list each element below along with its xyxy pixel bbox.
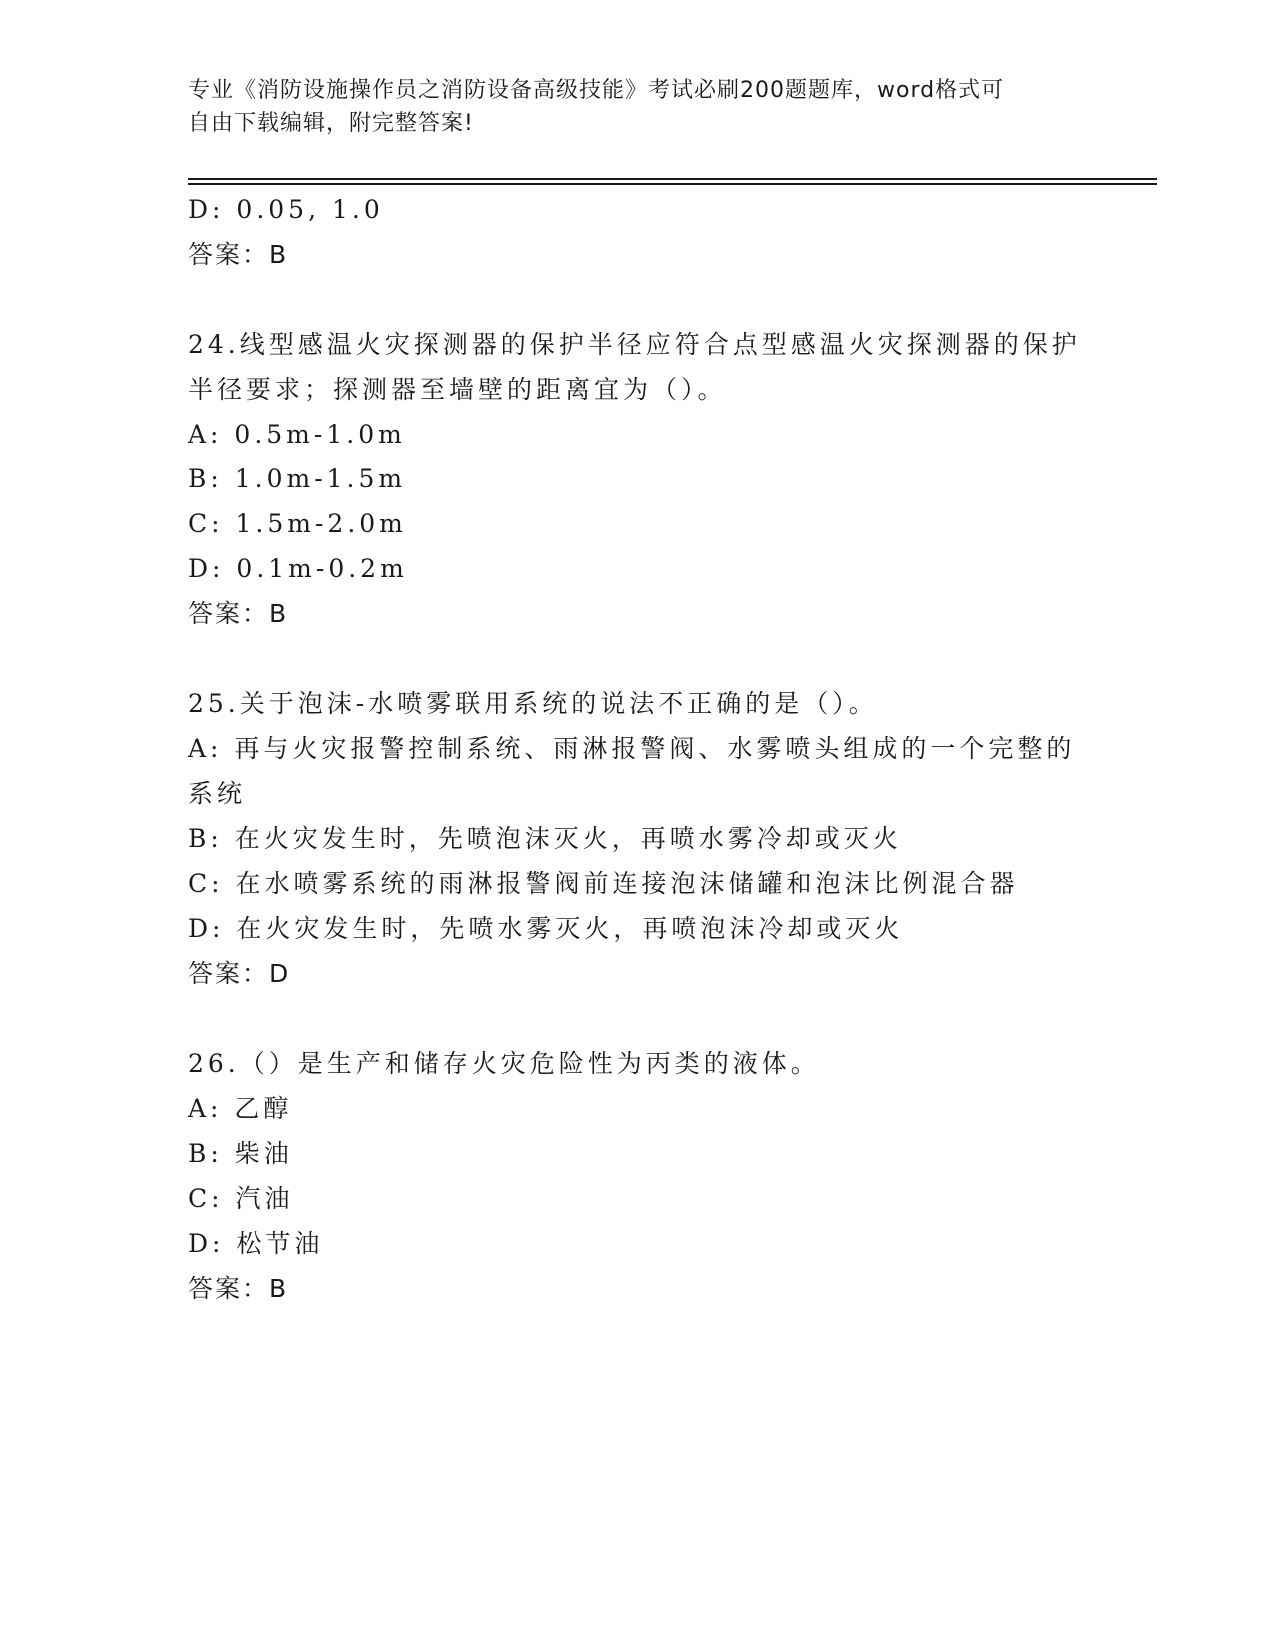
q25-option-d: D: 在火灾发生时，先喷水雾灭火，再喷泡沫冷却或灭火 <box>188 914 904 943</box>
prev-question-option-d: D: 0.05, 1.0 <box>188 195 384 224</box>
q24-answer: 答案：B <box>188 599 289 628</box>
q24-option-d: D: 0.1m-0.2m <box>188 554 408 583</box>
q25-option-c: C: 在水喷雾系统的雨淋报警阀前连接泡沫储罐和泡沫比例混合器 <box>188 869 1019 898</box>
q26-stem: 26.（）是生产和储存火灾危险性为丙类的液体。 <box>188 1049 820 1078</box>
header-line-2: 自由下载编辑，附完整答案! <box>188 111 474 136</box>
q25-option-a-line-1: A: 再与火灾报警控制系统、雨淋报警阀、水雾喷头组成的一个完整的 <box>188 734 1076 763</box>
q26-answer: 答案：B <box>188 1274 289 1303</box>
q25-option-a-line-2: 系统 <box>188 779 247 808</box>
prev-question-answer: 答案：B <box>188 240 289 269</box>
q25-answer: 答案：D <box>188 959 291 988</box>
q26-option-d: D: 松节油 <box>188 1229 324 1258</box>
header-divider-bottom <box>188 183 1157 185</box>
q24-option-b: B: 1.0m-1.5m <box>188 464 407 493</box>
q24-stem-line-1: 24.线型感温火灾探测器的保护半径应符合点型感温火灾探测器的保护 <box>188 330 1081 359</box>
q25-option-b: B: 在火灾发生时，先喷泡沫灭火，再喷水雾冷却或灭火 <box>188 824 902 853</box>
q24-option-a: A: 0.5m-1.0m <box>188 420 406 449</box>
q24-option-c: C: 1.5m-2.0m <box>188 509 407 538</box>
q24-stem-line-2: 半径要求；探测器至墙壁的距离宜为（）。 <box>188 375 727 404</box>
document-header <box>188 74 1088 140</box>
q26-option-b: B: 柴油 <box>188 1139 293 1168</box>
q26-option-c: C: 汽油 <box>188 1184 294 1213</box>
q25-stem: 25.关于泡沫-水喷雾联用系统的说法不正确的是（）。 <box>188 689 878 718</box>
header-line-1: 专业《消防设施操作员之消防设备高级技能》考试必刷200题题库，word格式可 <box>188 78 1005 103</box>
header-divider-top <box>188 178 1157 180</box>
q26-option-a: A: 乙醇 <box>188 1094 293 1123</box>
